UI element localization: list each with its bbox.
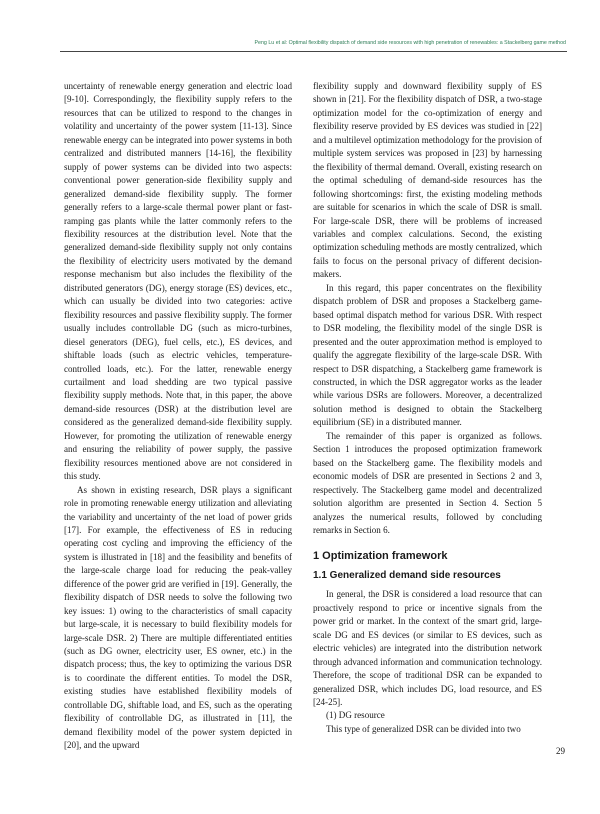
subsection-heading: 1.1 Generalized demand side resources xyxy=(313,570,501,582)
running-header: Peng Lu et al: Optimal flexibility dispatch of demand side resources with high penetration of renewables: a Stackelberg game method xyxy=(254,40,566,46)
body-paragraph: In this regard, this paper concentrates on the flexibility dispatch problem of DSR and proposes a Stackelberg game-based optimal dispatch method for various DSR. With respect to DSR modeling, the flexibility model of the single DSR is presented and the outer approximation method is employed to qualify the aggregate flexibility of the large-scale DSR. With respect to DSR dispatching, a Stackelberg game framework is constructed, in which the DSR aggregator works as the leader while various DSRs are followers. Moreover, a decentralized solution method is designed to obtain the Stackelberg equilibrium (SE) in a distributed manner. xyxy=(313,282,542,428)
page-number: 29 xyxy=(556,746,565,756)
left-column xyxy=(64,80,292,753)
body-paragraph: In general, the DSR is considered a load resource that can proactively respond to price or incentive signals from the power grid or market. In the context of the smart grid, large-scale DG and ES devices (or similar to ES devices, such as electric vehicles) are integrated into the distribution network through advanced information and communication technology. Therefore, the scope of traditional DSR can be expanded to generalized DSR, which includes DG, load resource, and ES [24-25]. xyxy=(313,589,542,708)
list-heading: (1) DG resource xyxy=(326,710,385,721)
body-paragraph: uncertainty of renewable energy generation and electric load [9-10]. Correspondingly, the flexibility supply refers to the resources that can be utilized to respond to the changes in volatility and uncertainty of the power system [11-13]. Since renewable energy can be integrated into power systems in both centralized and distributed manners [14-16], the flexibility supply of power systems can be divided into two aspects: conventional power generation-side flexibility supply and generalized demand-side flexibility supply. The former generally refers to a large-scale thermal power plant or fast-ramping gas plants while the latter commonly refers to the flexibility resources at the distribution level. Note that the generalized demand-side flexibility supply not only contains the flexibility of electricity users motivated by the demand response mechanism but also includes the flexibility of the distributed generators (DG), energy storage (ES) devices, etc., which can usually be divided into two categories: active flexibility resources and passive flexibility supply. The former usually includes controllable DG (such as micro-turbines, diesel generators (DEG), fuel cells, etc.), ES devices, and shiftable loads (such as electric vehicles, temperature-controlled loads, etc.). For the latter, renewable energy curtailment and load shedding are two typical passive flexibility supply methods. Note that, in this paper, the above demand-side resources (DSR) at the distribution level are considered as the generalized demand-side flexibility supply. However, for promoting the utilization of renewable energy and ensuring the reliability of power supply, the passive flexibility resources mentioned above are not considered in this study. xyxy=(64,81,292,482)
body-paragraph: As shown in existing research, DSR plays a significant role in promoting renewable energy utilization and alleviating the variability and uncertainty of the net load of power grids [17]. For example, the effectiveness of ES in reducing operating cost cycling and improving the efficiency of the system is illustrated in [18] and the feasibility and benefits of the large-scale charge load for reducing the peak-valley difference of the power grid are verified in [19]. Generally, the flexibility dispatch of DSR needs to solve the following two key issues: 1) owing to the characteristics of small capacity but large-scale, it is necessary to build flexibility models for large-scale DSR. 2) There are multiple differentiated entities (such as DG owner, electricity user, ES owner, etc.) in the dispatch process; thus, the key to optimizing the various DSR is to coordinate the different entities. To model the DSR, existing studies have established flexibility models of controllable DG, shiftable load, and ES, such as the operating flexibility of controllable DG, as illustrated in [11], the demand flexibility model of the power system depicted in [20], and the upward xyxy=(64,484,292,751)
body-paragraph: This type of generalized DSR can be divided into two xyxy=(326,723,521,734)
body-paragraph: The remainder of this paper is organized as follows. Section 1 introduces the proposed optimization framework based on the Stackelberg game. The flexibility models and economic models of DSR are presented in Sections 2 and 3, respectively. The Stackelberg game model and decentralized solution algorithm are presented in Section 4. Section 5 analyzes the numerical results, followed by concluding remarks in Section 6. xyxy=(313,430,542,535)
header-rule xyxy=(60,51,567,52)
section-heading: 1 Optimization framework xyxy=(313,550,448,563)
body-paragraph: flexibility supply and downward flexibility supply of ES shown in [21]. For the flexibility dispatch of DSR, a two-stage optimization model for the co-optimization of energy and flexibility reserve provided by ES devices was studied in [22] and a multilevel optimization methodology for the provision of multiple system services was proposed in [23] by harnessing the flexibility of thermal demand. Overall, existing research on the optimal scheduling of demand-side resources has the following shortcomings: first, the existing modeling methods are suitable for scenarios in which the scale of DSR is small. For large-scale DSR, there will be problems of increased variables and complex calculations. Second, the existing optimization scheduling methods are mostly centralized, which fails to focus on the personal privacy of different decision-makers. xyxy=(313,81,542,280)
right-column xyxy=(313,80,542,736)
